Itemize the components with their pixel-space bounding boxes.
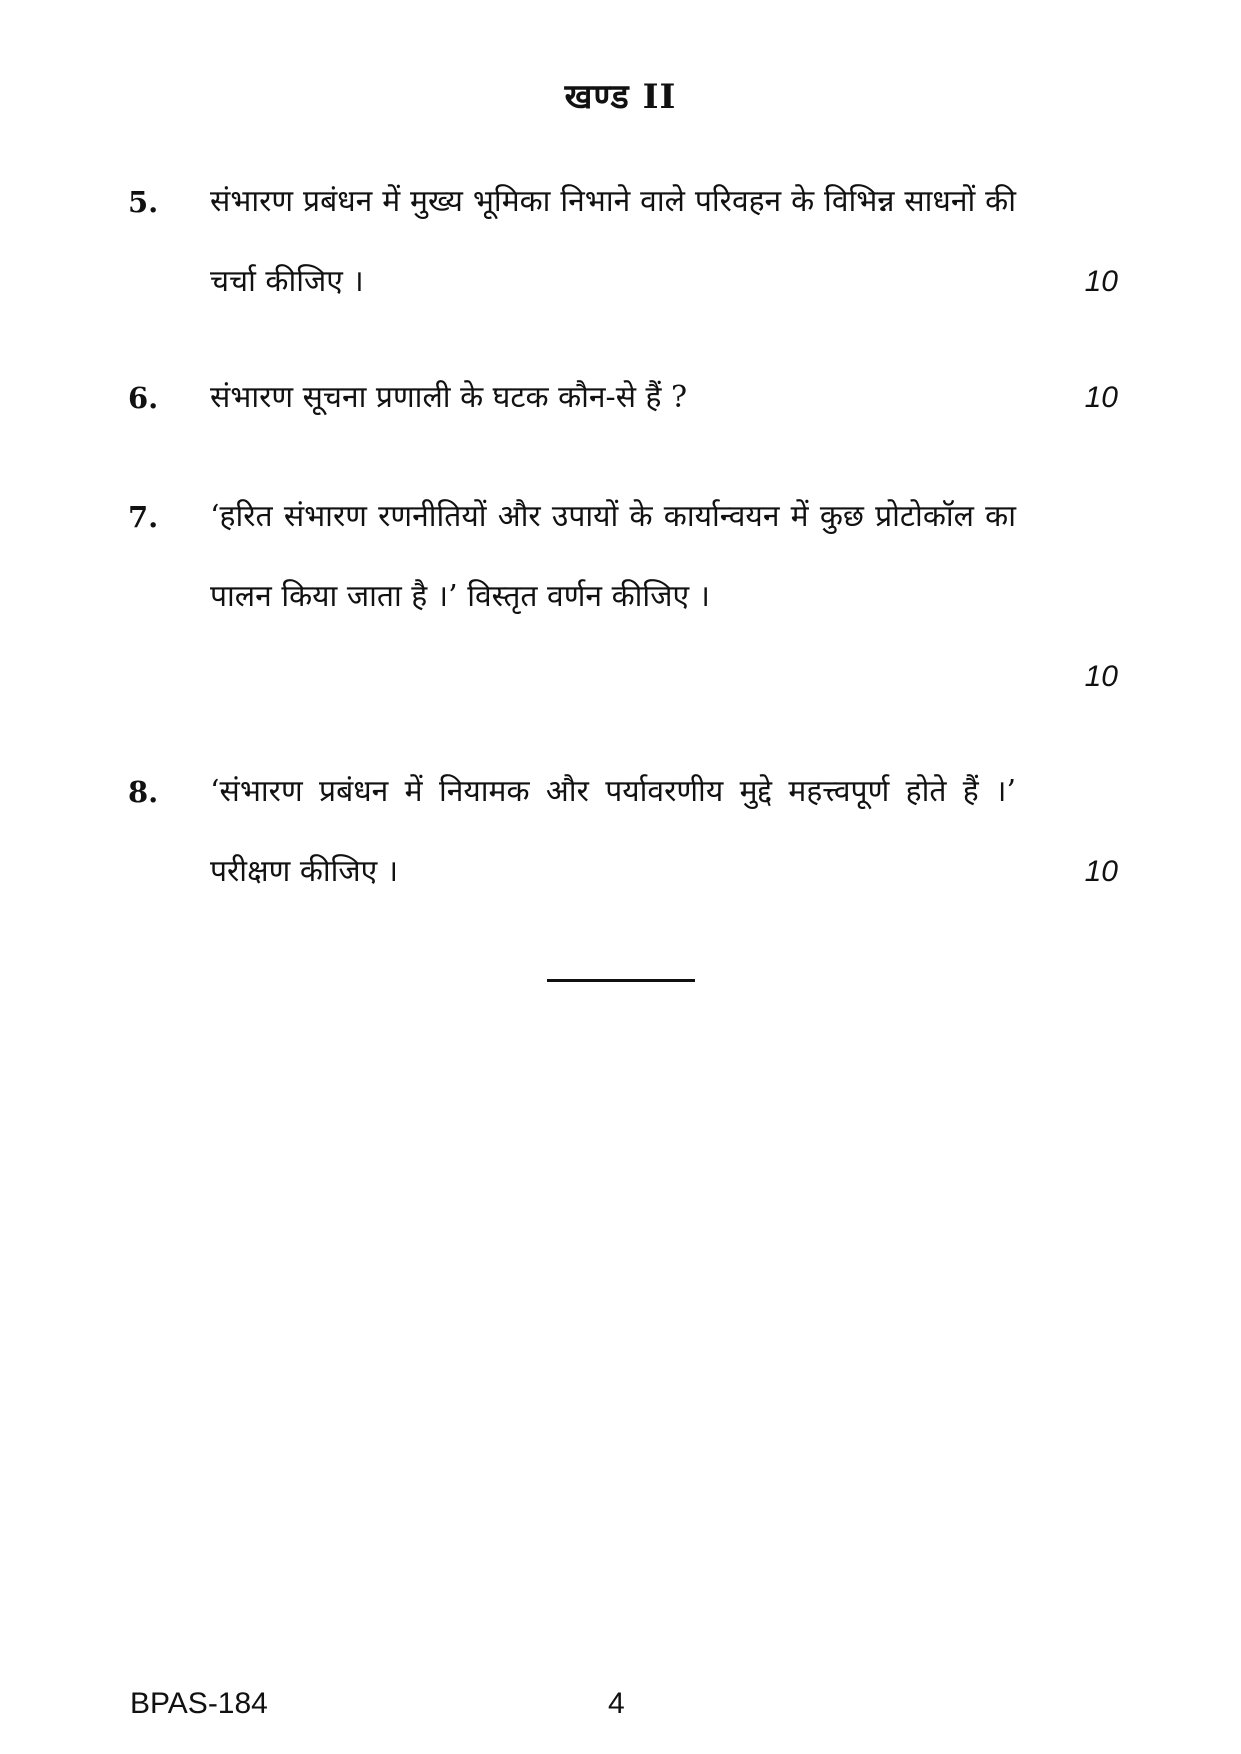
- question-number: 5.: [128, 185, 159, 219]
- section-title: खण्ड II: [564, 77, 677, 117]
- question-marks: 10: [1084, 660, 1118, 693]
- question-text: संभारण सूचना प्रणाली के घटक कौन-से हैं ?: [210, 380, 688, 415]
- question-text: ‘हरित संभारण रणनीतियों और उपायों के कार्यान्वयन में कुछ प्रोटोकॉल का पालन किया जाता है ।’ विस्तृत वर्णन कीजिए ।: [210, 499, 1016, 614]
- question-marks: 10: [1084, 381, 1118, 414]
- page-number: 4: [608, 1687, 625, 1720]
- question-marks: 10: [1084, 855, 1118, 888]
- end-separator-line: [547, 979, 695, 982]
- question-number: 6.: [128, 381, 159, 415]
- question-5: [128, 182, 1118, 302]
- question-number: 7.: [128, 500, 159, 534]
- question-number: 8.: [128, 775, 159, 809]
- question-6: [128, 378, 1118, 428]
- question-text: ‘संभारण प्रबंधन में नियामक और पर्यावरणीय मुद्दे महत्त्वपूर्ण होते हैं ।’ परीक्षण कीजिए ।: [210, 774, 1016, 889]
- course-code: BPAS-184: [130, 1687, 268, 1720]
- question-text: संभारण प्रबंधन में मुख्य भूमिका निभाने वाले परिवहन के विभिन्न साधनों की चर्चा कीजिए ।: [210, 184, 1016, 299]
- question-7: [128, 497, 1118, 697]
- question-8: [128, 772, 1118, 892]
- question-marks: 10: [1084, 265, 1118, 298]
